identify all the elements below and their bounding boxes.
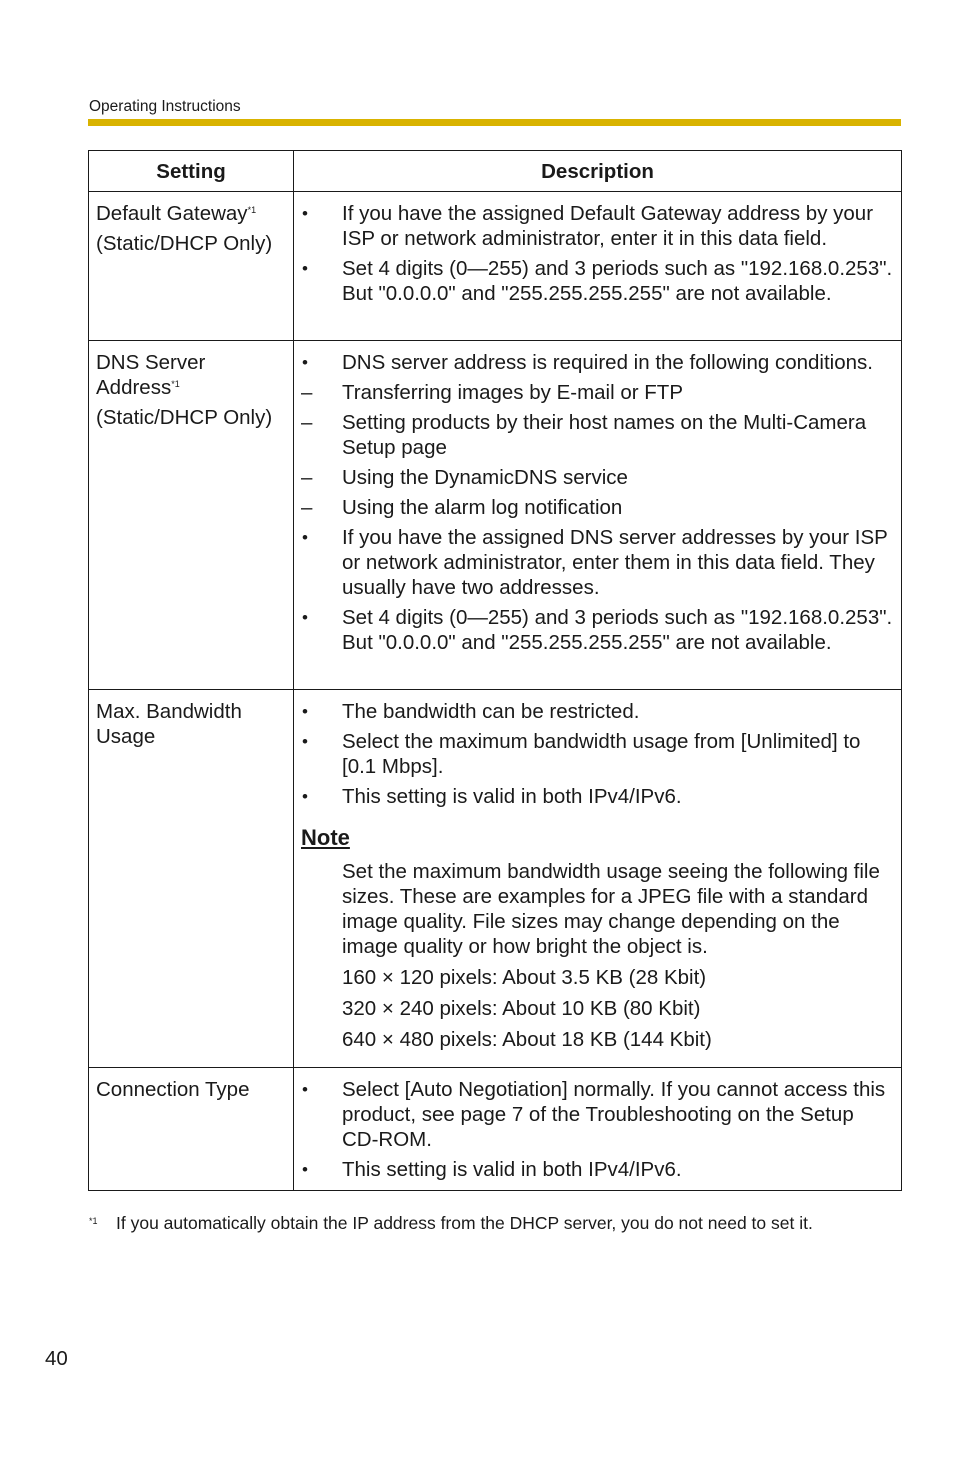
setting-cell [89,192,294,341]
column-header-description: Description [294,151,902,192]
bullet-icon: • [302,353,308,372]
setting-cell [89,1068,294,1191]
dash-icon: – [301,411,313,434]
list-item: • If you have the assigned DNS server addresses by your ISP or network administrator, enter them in this data field. They usually have two addresses. [302,526,888,599]
dash-icon: – [301,381,313,404]
settings-table [88,150,902,1191]
footnote-mark: *1 [89,1216,98,1226]
bullet-icon: • [302,259,308,278]
list-item: • Set 4 digits (0—255) and 3 periods such as "192.168.0.253". But "0.0.0.0" and "255.255.255.255" are not available. [302,606,893,654]
footnote-ref: *1 [171,379,180,389]
sub-list-item: – Using the DynamicDNS service [301,466,628,489]
setting-name: Max. Bandwidth Usage [96,700,242,748]
description-cell [294,1068,902,1191]
bullet-list [301,1077,895,1182]
bullet-icon: • [302,204,308,223]
description-cell [294,341,902,690]
sub-list [301,380,895,520]
footnote-ref: *1 [247,205,257,215]
footnote-text: If you automatically obtain the IP address from the DHCP server, you do not need to set it. [116,1213,813,1233]
table-row [89,1068,902,1191]
bullet-icon: • [302,732,308,751]
table-row [89,192,902,341]
list-item: • Set 4 digits (0—255) and 3 periods such as "192.168.0.253". But "0.0.0.0" and "255.255.255.255" are not available. [302,257,893,305]
note-size-line: 160 × 120 pixels: About 3.5 KB (28 Kbit) [342,966,707,989]
setting-qualifier: (Static/DHCP Only) [96,406,273,429]
list-item: • This setting is valid in both IPv4/IPv6. [302,1158,682,1181]
note-heading: Note [301,825,350,850]
setting-cell [89,341,294,690]
bullet-icon: • [302,528,308,547]
setting-cell [89,690,294,1068]
list-item: • If you have the assigned Default Gateway address by your ISP or network administrator, enter it in this data field. [302,202,874,250]
setting-qualifier: (Static/DHCP Only) [96,232,273,255]
setting-name: DNS Server Address$^{*1}$ [96,351,206,399]
note-size-line: 640 × 480 pixels: About 18 KB (144 Kbit) [342,1028,712,1051]
bullet-list [301,699,895,809]
bullet-icon: • [302,608,308,627]
dash-icon: – [301,466,313,489]
description-cell [294,690,902,1068]
note-text: Set the maximum bandwidth usage seeing the following file sizes. These are examples for a JPEG file with a standard image quality. File sizes may change depending on the image quality or how bright the object is. [342,860,880,958]
dash-icon: – [301,496,313,519]
running-header: Operating Instructions [89,98,241,115]
setting-name: Default Gateway$^{*1}$ [96,202,257,225]
header-rule [88,119,901,126]
list-item: • This setting is valid in both IPv4/IPv6. [302,785,682,808]
bullet-icon: • [302,1160,308,1179]
sub-list-item: – Setting products by their host names on the Multi-Camera Setup page [301,411,867,459]
table-row [89,341,902,690]
list-item: • Select [Auto Negotiation] normally. If you cannot access this product, see page 7 of the Troubleshooting on the Setup CD-ROM. [302,1078,886,1151]
bullet-icon: • [302,787,308,806]
bullet-icon: • [302,1080,308,1099]
table-row [89,690,902,1068]
column-header-setting: Setting [89,151,294,192]
page-number: 40 [45,1347,68,1370]
bullet-icon: • [302,702,308,721]
list-item: • Select the maximum bandwidth usage from [Unlimited] to [0.1 Mbps]. [302,730,861,778]
table-header-row [89,151,902,192]
list-item: • DNS server address is required in the following conditions. – Transferring images by E-mail or FTP – Setting products by their host names on the Multi-Camera Setup page – Using the DynamicDNS service – Using the alarm log notification [301,350,895,520]
bullet-list [301,201,895,306]
sub-list-item: – Transferring images by E-mail or FTP [301,381,683,404]
note-size-line: 320 × 240 pixels: About 10 KB (80 Kbit) [342,997,701,1020]
description-cell [294,192,902,341]
sub-list-item: – Using the alarm log notification [301,496,623,519]
list-item: • The bandwidth can be restricted. [302,700,640,723]
setting-name: Connection Type [96,1078,250,1101]
bullet-list [301,350,895,655]
